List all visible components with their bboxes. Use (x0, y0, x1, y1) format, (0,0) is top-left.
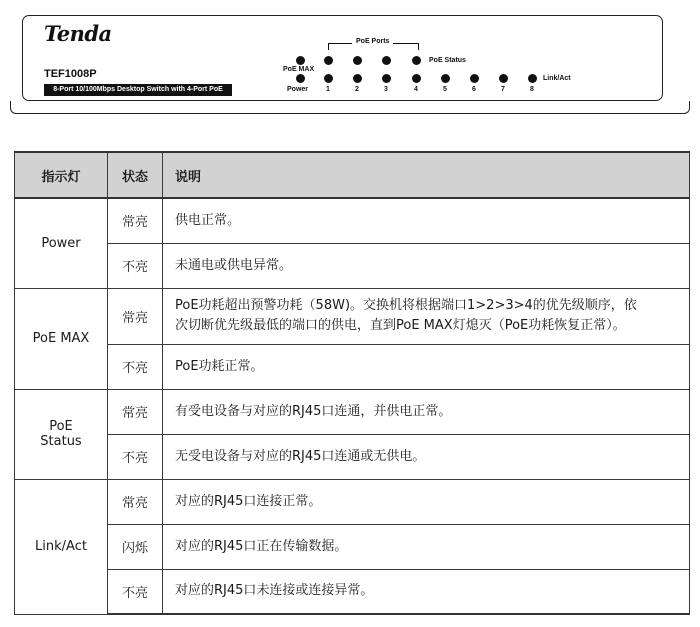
description-cell: 无受电设备与对应的RJ45口连通或无供电。 (163, 434, 690, 479)
port-number: 2 (355, 86, 359, 93)
description-cell (163, 288, 690, 344)
description-cell: 对应的RJ45口连接正常。 (163, 479, 690, 524)
description-cell: 未通电或供电异常。 (163, 243, 690, 288)
table-row (15, 524, 690, 569)
power-label: Power (287, 86, 309, 93)
state-cell: 不亮 (108, 569, 163, 614)
description-cell: 对应的RJ45口正在传输数据。 (163, 524, 690, 569)
poe-max-label: PoE MAX (283, 66, 315, 73)
description-line: 次切断优先级最低的端口的供电，直到PoE MAX灯熄灭（PoE功耗恢复正常）。 (175, 318, 626, 333)
link-act-led-icon (382, 74, 391, 83)
table-row (15, 479, 690, 524)
description-cell: 对应的RJ45口未连接或连接异常。 (163, 569, 690, 614)
header-state: 状态 (108, 152, 163, 198)
link-act-led-icon (470, 74, 479, 83)
table-row (15, 288, 690, 344)
table-row (15, 389, 690, 434)
table-row (15, 344, 690, 389)
state-cell: 常亮 (108, 389, 163, 434)
link-act-led-icon (353, 74, 362, 83)
indicator-cell: Link/Act (15, 479, 108, 614)
table-row (15, 243, 690, 288)
link-act-led-icon (412, 74, 421, 83)
poe-status-led-icon (382, 56, 391, 65)
poe-status-led-icon (353, 56, 362, 65)
poe-status-led-icon (412, 56, 421, 65)
poe-max-led-icon (296, 56, 305, 65)
link-act-led-icon (528, 74, 537, 83)
port-number: 6 (472, 86, 476, 93)
header-description: 说明 (163, 152, 690, 198)
state-cell: 常亮 (108, 288, 163, 344)
power-led-icon (296, 74, 305, 83)
port-number: 1 (326, 86, 330, 93)
poe-status-label: PoE Status (429, 57, 466, 64)
link-act-label: Link/Act (543, 75, 571, 82)
description-cell: 供电正常。 (163, 198, 690, 243)
port-number: 8 (530, 86, 534, 93)
model-tagline: 8-Port 10/100Mbps Desktop Switch with 4-Port PoE (44, 84, 232, 96)
indicator-cell: Power (15, 198, 108, 288)
poe-status-led-icon (324, 56, 333, 65)
description-cell: PoE功耗正常。 (163, 344, 690, 389)
link-act-led-icon (441, 74, 450, 83)
indicator-cell: PoE MAX (15, 288, 108, 389)
state-cell: 常亮 (108, 198, 163, 243)
description-cell: 有受电设备与对应的RJ45口连通，并供电正常。 (163, 389, 690, 434)
port-number: 3 (384, 86, 388, 93)
state-cell: 不亮 (108, 434, 163, 479)
model-name: TEF1008P (44, 68, 97, 80)
link-act-led-icon (499, 74, 508, 83)
led-description-table (14, 151, 690, 615)
indicator-cell: PoE Status (15, 389, 108, 479)
state-cell: 不亮 (108, 243, 163, 288)
device-panel-base (10, 101, 690, 114)
port-number: 5 (443, 86, 447, 93)
table-row (15, 569, 690, 614)
brand-logo: Tenda (44, 21, 112, 46)
port-number: 4 (414, 86, 418, 93)
poe-ports-label: PoE Ports (352, 38, 393, 45)
table-header-row (15, 152, 690, 198)
port-number: 7 (501, 86, 505, 93)
link-act-led-icon (324, 74, 333, 83)
table-row (15, 198, 690, 243)
header-indicator: 指示灯 (15, 152, 108, 198)
state-cell: 常亮 (108, 479, 163, 524)
table-row (15, 434, 690, 479)
state-cell: 不亮 (108, 344, 163, 389)
description-line: PoE功耗超出预警功耗（58W)。交换机将根据端口1>2>3>4的优先级顺序，依 (175, 298, 637, 313)
state-cell: 闪烁 (108, 524, 163, 569)
